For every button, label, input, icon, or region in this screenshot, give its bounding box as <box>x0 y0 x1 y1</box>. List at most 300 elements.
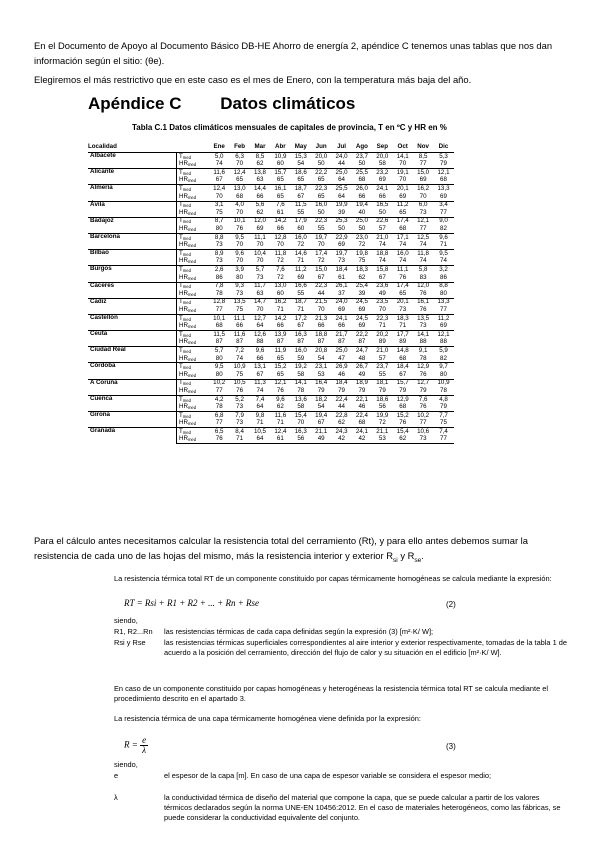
humidity-cell: 68 <box>399 225 407 233</box>
humidity-cell: 66 <box>338 322 345 330</box>
temperature-cell: 13,3 <box>433 298 453 306</box>
humidity-cell: 50 <box>338 225 345 233</box>
temperature-cell: 22,4 <box>352 412 372 420</box>
city-name: Albacete <box>88 153 177 169</box>
temperature-cell: 22,8 <box>331 412 351 420</box>
temperature-label: $T_{med}$ <box>177 363 210 371</box>
humidity-cell: 78 <box>215 289 223 297</box>
city-name: Alicante <box>88 169 177 185</box>
temperature-cell: 6,3 <box>229 153 249 161</box>
table-header-row <box>88 142 454 153</box>
month-header: Nov <box>413 142 433 153</box>
temperature-cell: 10,9 <box>433 379 453 387</box>
temperature-cell: 7,6 <box>413 395 433 403</box>
humidity-cell: 69 <box>256 225 264 233</box>
humidity-cell: 68 <box>399 403 407 411</box>
humidity-cell: 80 <box>215 225 223 233</box>
humidity-cell: 71 <box>276 305 284 313</box>
table-row <box>88 347 454 355</box>
humidity-cell: 70 <box>236 241 244 249</box>
temperature-cell: 8,7 <box>209 217 229 225</box>
table-caption: Tabla C.1 Datos climáticos mensuales de capitales de provincia, T en ºC y HR en % <box>132 123 447 132</box>
humidity-cell: 67 <box>215 176 223 184</box>
humidity-cell: 64 <box>338 192 345 200</box>
humidity-cell: 80 <box>440 289 447 297</box>
month-header: Feb <box>229 142 249 153</box>
humidity-cell: 70 <box>256 241 264 249</box>
humidity-cell: 70 <box>256 305 264 313</box>
humidity-label: $HR_{med}$ <box>177 274 210 282</box>
temperature-label: $T_{med}$ <box>177 412 210 420</box>
temperature-cell: 10,5 <box>250 428 270 436</box>
city-name: A Coruña <box>88 379 177 395</box>
temperature-cell: 8,9 <box>209 250 229 258</box>
temperature-cell: 9,5 <box>229 233 249 241</box>
temperature-cell: 15,7 <box>393 379 413 387</box>
humidity-label: $HR_{med}$ <box>177 371 210 379</box>
temperature-cell: 22,3 <box>311 217 331 225</box>
temperature-cell: 24,7 <box>352 347 372 355</box>
humidity-cell: 64 <box>338 176 345 184</box>
temperature-cell: 16,0 <box>291 347 311 355</box>
humidity-cell: 69 <box>440 322 447 330</box>
humidity-cell: 49 <box>358 370 366 378</box>
humidity-cell: 74 <box>256 386 264 394</box>
temperature-cell: 16,4 <box>311 379 331 387</box>
temperature-cell: 22,2 <box>311 169 331 177</box>
temperature-cell: 20,8 <box>311 347 331 355</box>
temperature-cell: 19,9 <box>331 201 351 209</box>
temperature-cell: 24,1 <box>372 185 392 193</box>
temperature-cell: 12,4 <box>229 169 249 177</box>
humidity-cell: 78 <box>297 386 305 394</box>
humidity-label: $HR_{med}$ <box>177 209 210 217</box>
humidity-cell: 76 <box>399 273 407 281</box>
reference-para-3: La resistencia térmica de una capa térmicamente homogénea viene definida por la expresión: <box>114 714 421 723</box>
humidity-cell: 70 <box>297 419 305 427</box>
humidity-cell: 69 <box>358 305 366 313</box>
temperature-cell: 16,0 <box>311 201 331 209</box>
humidity-cell: 87 <box>297 338 305 346</box>
humidity-cell: 66 <box>236 322 244 330</box>
humidity-cell: 50 <box>358 160 366 168</box>
temperature-cell: 4,8 <box>433 395 453 403</box>
humidity-cell: 76 <box>236 225 244 233</box>
humidity-cell: 74 <box>378 241 386 249</box>
temperature-cell: 18,3 <box>393 314 413 322</box>
reference-para-2: En caso de un componente constituido por capas homogéneas y heterogéneas la resistencia térmica total RT se calcula mediante el procedimiento descrito en el apartado 3. <box>114 684 548 704</box>
humidity-cell: 70 <box>276 241 284 249</box>
temperature-cell: 24,1 <box>331 314 351 322</box>
temperature-cell: 12,0 <box>413 282 433 290</box>
temperature-cell: 9,3 <box>229 282 249 290</box>
humidity-cell: 77 <box>433 436 453 444</box>
temperature-cell: 14,2 <box>270 217 290 225</box>
humidity-cell: 80 <box>215 370 223 378</box>
humidity-cell: 71 <box>378 322 386 330</box>
humidity-cell: 68 <box>399 354 407 362</box>
humidity-cell: 70 <box>399 176 407 184</box>
humidity-cell: 77 <box>215 386 223 394</box>
humidity-cell: 70 <box>236 257 244 265</box>
temperature-cell: 22,3 <box>311 282 331 290</box>
humidity-cell: 74 <box>440 257 447 265</box>
temperature-cell: 17,2 <box>291 314 311 322</box>
humidity-cell: 60 <box>276 289 284 297</box>
temperature-cell: 12,5 <box>413 233 433 241</box>
temperature-cell: 10,2 <box>209 379 229 387</box>
humidity-cell: 74 <box>236 354 244 362</box>
humidity-label: $HR_{med}$ <box>177 306 210 314</box>
temperature-cell: 16,5 <box>372 201 392 209</box>
humidity-cell: 87 <box>317 338 325 346</box>
temperature-cell: 9,0 <box>433 217 453 225</box>
humidity-cell: 67 <box>256 370 264 378</box>
temperature-cell: 20,0 <box>372 153 392 161</box>
temperature-cell: 11,1 <box>250 233 270 241</box>
temperature-cell: 25,5 <box>331 185 351 193</box>
temperature-cell: 12,9 <box>393 395 413 403</box>
temperature-cell: 19,7 <box>311 233 331 241</box>
temperature-cell: 10,9 <box>270 153 290 161</box>
humidity-cell: 62 <box>338 419 345 427</box>
humidity-cell: 87 <box>236 338 244 346</box>
temperature-cell: 25,3 <box>331 217 351 225</box>
equation-3: R = $\frac{e}{\lambda}$ <box>124 735 147 755</box>
humidity-label: $HR_{med}$ <box>177 339 210 347</box>
temperature-cell: 4,0 <box>229 201 249 209</box>
temperature-cell: 16,6 <box>291 282 311 290</box>
temperature-cell: 11,5 <box>209 331 229 339</box>
temperature-cell: 12,9 <box>413 363 433 371</box>
temperature-cell: 10,2 <box>413 412 433 420</box>
humidity-cell: 76 <box>399 419 407 427</box>
humidity-cell: 73 <box>256 273 264 281</box>
humidity-label: $HR_{med}$ <box>177 290 210 298</box>
temperature-cell: 11,2 <box>291 266 311 274</box>
temperature-cell: 26,1 <box>331 282 351 290</box>
temperature-cell: 12,1 <box>433 169 453 177</box>
humidity-cell: 63 <box>256 176 264 184</box>
humidity-cell: 71 <box>440 241 447 249</box>
humidity-cell: 50 <box>317 160 325 168</box>
temperature-label: $T_{med}$ <box>177 201 210 209</box>
humidity-cell: 76 <box>236 386 244 394</box>
table-row <box>88 379 454 387</box>
temperature-label: $T_{med}$ <box>177 266 210 274</box>
temperature-cell: 21,1 <box>311 428 331 436</box>
city-name: Cuenca <box>88 395 177 411</box>
temperature-cell: 23,6 <box>372 282 392 290</box>
humidity-cell: 77 <box>215 305 223 313</box>
humidity-cell: 65 <box>276 176 284 184</box>
city-name: Badajoz <box>88 217 177 233</box>
temperature-cell: 22,9 <box>331 233 351 241</box>
temperature-cell: 15,2 <box>393 412 413 420</box>
temperature-cell: 5,0 <box>209 153 229 161</box>
temperature-cell: 19,8 <box>352 250 372 258</box>
intro-text-1: En el Documento de Apoyo al Documento Básico DB-HE Ahorro de energía 2, apéndice C tenemos unas tablas que nos dan información según el sitio: (θe). <box>34 40 553 66</box>
humidity-cell: 61 <box>270 436 290 444</box>
humidity-cell: 71 <box>297 257 305 265</box>
humidity-cell: 37 <box>338 289 345 297</box>
humidity-cell: 87 <box>358 338 366 346</box>
temperature-cell: 15,8 <box>372 266 392 274</box>
humidity-cell: 89 <box>399 338 407 346</box>
temperature-cell: 9,5 <box>433 250 453 258</box>
temperature-cell: 13,1 <box>250 363 270 371</box>
temperature-cell: 12,1 <box>413 217 433 225</box>
temperature-cell: 18,1 <box>372 379 392 387</box>
temperature-cell: 7,4 <box>433 428 453 436</box>
humidity-cell: 76 <box>419 370 427 378</box>
humidity-cell: 67 <box>317 273 325 281</box>
humidity-label: $HR_{med}$ <box>177 193 210 201</box>
humidity-label: $HR_{med}$ <box>177 387 210 395</box>
humidity-cell: 42 <box>331 436 351 444</box>
humidity-cell: 75 <box>236 305 244 313</box>
humidity-cell: 55 <box>378 370 386 378</box>
temperature-cell: 2,6 <box>209 266 229 274</box>
humidity-cell: 57 <box>378 354 386 362</box>
humidity-cell: 76 <box>419 403 427 411</box>
humidity-cell: 72 <box>276 257 284 265</box>
humidity-cell: 70 <box>236 160 244 168</box>
temperature-cell: 12,6 <box>250 331 270 339</box>
city-name: Ceuta <box>88 331 177 347</box>
temperature-cell: 9,6 <box>433 233 453 241</box>
humidity-cell: 70 <box>236 208 244 216</box>
temperature-cell: 7,9 <box>229 412 249 420</box>
humidity-cell: 67 <box>317 419 325 427</box>
temperature-cell: 12,7 <box>413 379 433 387</box>
humidity-cell: 76 <box>209 436 229 444</box>
temperature-cell: 19,9 <box>372 412 392 420</box>
humidity-cell: 54 <box>317 354 325 362</box>
temperature-cell: 17,1 <box>393 233 413 241</box>
equation-2: RT = Rsi + R1 + R2 + ... + Rn + Rse <box>124 598 260 608</box>
temperature-cell: 26,9 <box>331 363 351 371</box>
city-name: Barcelona <box>88 233 177 249</box>
temperature-label: $T_{med}$ <box>177 298 210 306</box>
humidity-cell: 73 <box>215 241 223 249</box>
temperature-cell: 18,4 <box>331 266 351 274</box>
humidity-cell: 59 <box>297 354 305 362</box>
humidity-cell: 61 <box>276 208 284 216</box>
temperature-cell: 11,2 <box>393 201 413 209</box>
humidity-cell: 58 <box>378 160 386 168</box>
humidity-cell: 65 <box>399 208 407 216</box>
temperature-cell: 16,0 <box>291 233 311 241</box>
temperature-label: $T_{med}$ <box>177 233 210 241</box>
humidity-cell: 72 <box>297 241 305 249</box>
humidity-cell: 65 <box>399 289 407 297</box>
temperature-cell: 13,0 <box>229 185 249 193</box>
temperature-cell: 9,6 <box>229 250 249 258</box>
temperature-cell: 11,2 <box>433 314 453 322</box>
table-row <box>88 282 454 290</box>
temperature-cell: 18,6 <box>291 169 311 177</box>
humidity-cell: 77 <box>419 225 427 233</box>
temperature-cell: 23,5 <box>372 298 392 306</box>
humidity-cell: 78 <box>419 354 427 362</box>
humidity-cell: 66 <box>276 225 284 233</box>
humidity-cell: 86 <box>440 273 447 281</box>
temperature-cell: 13,9 <box>270 331 290 339</box>
temperature-cell: 21,5 <box>311 298 331 306</box>
temperature-cell: 11,6 <box>229 331 249 339</box>
humidity-cell: 88 <box>256 338 264 346</box>
var-header <box>177 142 210 153</box>
temperature-cell: 18,4 <box>331 379 351 387</box>
humidity-cell: 76 <box>276 386 284 394</box>
table-row <box>88 201 454 209</box>
humidity-label: $HR_{med}$ <box>177 225 210 233</box>
humidity-cell: 79 <box>378 386 386 394</box>
temperature-cell: 10,1 <box>209 314 229 322</box>
humidity-label: $HR_{med}$ <box>177 420 210 428</box>
temperature-cell: 26,7 <box>352 363 372 371</box>
temperature-cell: 12,1 <box>270 379 290 387</box>
intro-paragraph-1 <box>34 38 569 68</box>
temperature-cell: 12,8 <box>270 233 290 241</box>
temperature-cell: 11,7 <box>250 282 270 290</box>
temperature-cell: 12,4 <box>270 428 290 436</box>
temperature-cell: 22,3 <box>311 185 331 193</box>
humidity-cell: 65 <box>317 192 325 200</box>
humidity-cell: 70 <box>419 192 427 200</box>
temperature-cell: 15,4 <box>291 412 311 420</box>
equation-3-number: (3) <box>446 742 456 751</box>
humidity-cell: 69 <box>399 192 407 200</box>
table-row <box>88 185 454 193</box>
city-name: Ciudad Real <box>88 347 177 363</box>
humidity-cell: 79 <box>399 386 407 394</box>
temperature-cell: 11,1 <box>229 314 249 322</box>
temperature-cell: 3,2 <box>433 266 453 274</box>
humidity-cell: 79 <box>358 386 366 394</box>
temperature-cell: 14,1 <box>291 379 311 387</box>
humidity-cell: 65 <box>317 176 325 184</box>
temperature-cell: 23,7 <box>372 363 392 371</box>
humidity-cell: 57 <box>378 225 386 233</box>
temperature-cell: 22,4 <box>331 395 351 403</box>
humidity-cell: 70 <box>215 192 223 200</box>
humidity-cell: 76 <box>419 289 427 297</box>
humidity-label: $HR_{med}$ <box>177 322 210 330</box>
humidity-cell: 75 <box>236 370 244 378</box>
humidity-label: $HR_{med}$ <box>177 177 210 185</box>
humidity-cell: 69 <box>297 273 305 281</box>
temperature-cell: 21,0 <box>372 347 392 355</box>
humidity-cell: 86 <box>215 273 223 281</box>
humidity-cell: 75 <box>215 208 223 216</box>
appendix-title: Datos climáticos <box>220 94 356 113</box>
temperature-cell: 16,1 <box>270 185 290 193</box>
city-name: Granada <box>88 428 177 444</box>
temperature-cell: 14,2 <box>270 314 290 322</box>
humidity-cell: 62 <box>256 208 264 216</box>
city-name: Burgos <box>88 266 177 282</box>
temperature-cell: 25,0 <box>331 169 351 177</box>
temperature-cell: 15,4 <box>393 428 413 436</box>
humidity-cell: 73 <box>419 208 427 216</box>
humidity-cell: 70 <box>378 305 386 313</box>
humidity-cell: 72 <box>317 257 325 265</box>
month-header: May <box>291 142 311 153</box>
humidity-cell: 79 <box>419 386 427 394</box>
temperature-cell: 23,2 <box>372 169 392 177</box>
temperature-cell: 14,6 <box>291 250 311 258</box>
humidity-cell: 39 <box>338 208 345 216</box>
humidity-cell: 40 <box>358 208 366 216</box>
month-header: Jun <box>311 142 331 153</box>
humidity-cell: 73 <box>399 305 407 313</box>
humidity-cell: 79 <box>440 160 447 168</box>
temperature-cell: 15,7 <box>270 169 290 177</box>
temperature-cell: 25,0 <box>331 347 351 355</box>
humidity-cell: 74 <box>399 257 407 265</box>
humidity-cell: 69 <box>358 322 366 330</box>
temperature-label: $T_{med}$ <box>177 282 210 290</box>
humidity-cell: 78 <box>215 403 223 411</box>
temperature-cell: 14,4 <box>250 185 270 193</box>
humidity-cell: 79 <box>317 386 325 394</box>
table-row <box>88 363 454 371</box>
humidity-cell: 74 <box>419 241 427 249</box>
temperature-cell: 3,1 <box>209 201 229 209</box>
temperature-cell: 8,5 <box>413 153 433 161</box>
humidity-cell: 68 <box>440 176 447 184</box>
temperature-cell: 18,8 <box>372 250 392 258</box>
temperature-cell: 7,6 <box>270 266 290 274</box>
humidity-cell: 65 <box>276 192 284 200</box>
temperature-cell: 18,3 <box>352 266 372 274</box>
humidity-cell: 61 <box>338 273 345 281</box>
humidity-cell: 50 <box>378 208 386 216</box>
temperature-cell: 17,9 <box>291 217 311 225</box>
appendix-label: Apéndice C <box>88 94 182 113</box>
humidity-cell: 76 <box>419 305 427 313</box>
month-header: Ene <box>209 142 229 153</box>
temperature-cell: 9,5 <box>209 363 229 371</box>
humidity-label: $HR_{med}$ <box>177 242 210 250</box>
humidity-cell: 73 <box>215 257 223 265</box>
temperature-cell: 7,7 <box>433 412 453 420</box>
temperature-cell: 15,0 <box>311 266 331 274</box>
humidity-cell: 78 <box>440 386 447 394</box>
temperature-cell: 11,5 <box>291 201 311 209</box>
temperature-cell: 17,7 <box>393 331 413 339</box>
humidity-cell: 55 <box>317 225 325 233</box>
humidity-cell: 65 <box>276 370 284 378</box>
humidity-cell: 68 <box>358 419 366 427</box>
humidity-cell: 88 <box>419 338 427 346</box>
temperature-cell: 13,0 <box>270 282 290 290</box>
humidity-cell: 39 <box>358 289 366 297</box>
temperature-cell: 22,1 <box>352 395 372 403</box>
month-header: Sep <box>372 142 392 153</box>
temperature-cell: 13,5 <box>229 298 249 306</box>
humidity-cell: 79 <box>338 386 345 394</box>
temperature-cell: 19,4 <box>352 201 372 209</box>
humidity-cell: 73 <box>236 419 244 427</box>
climate-data-table <box>88 142 454 444</box>
humidity-cell: 69 <box>338 305 345 313</box>
temperature-cell: 15,3 <box>291 153 311 161</box>
temperature-cell: 21,7 <box>331 331 351 339</box>
temperature-cell: 18,6 <box>372 395 392 403</box>
